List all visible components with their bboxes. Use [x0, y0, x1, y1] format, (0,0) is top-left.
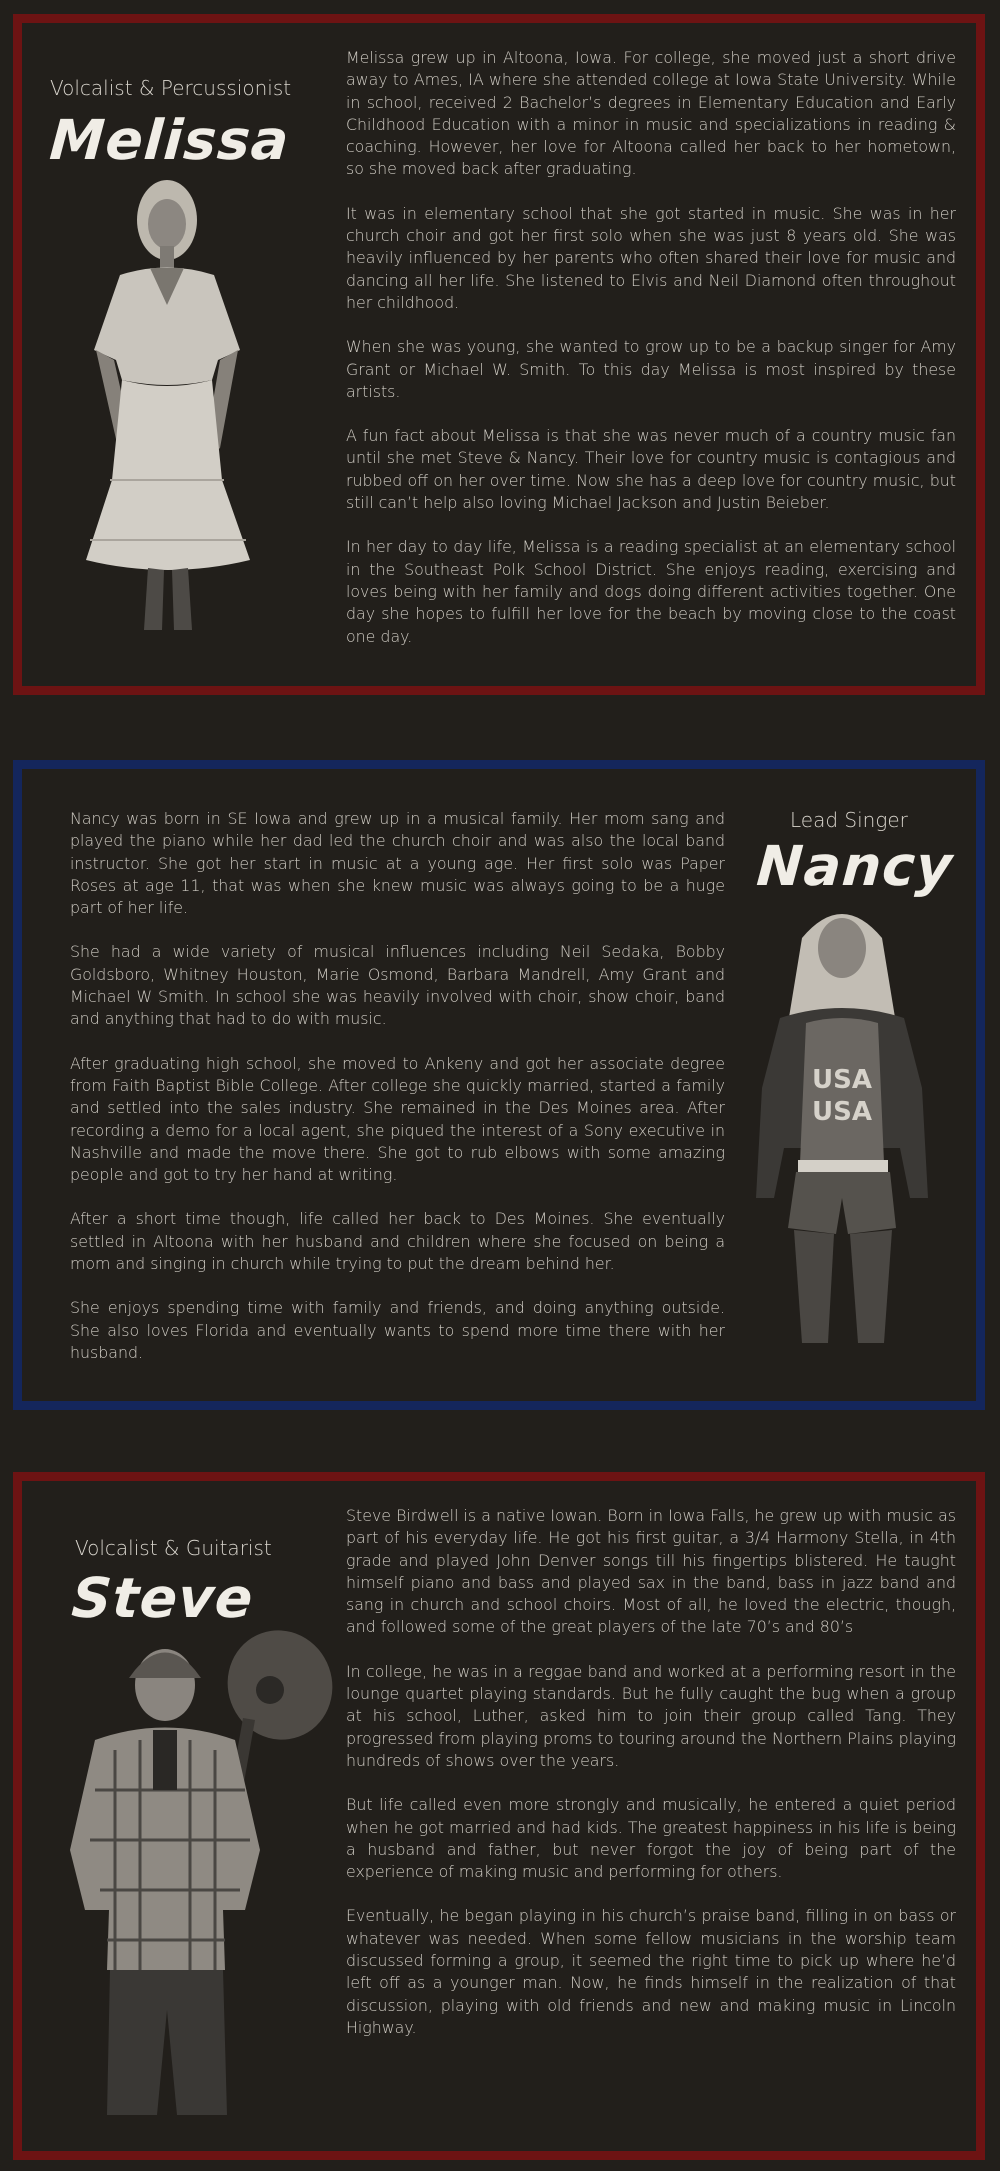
steve-section [0, 1460, 1000, 2171]
melissa-name: Melissa [47, 108, 292, 172]
nancy-bio-paragraph: After graduating high school, she moved to Ankeny and got her associate degree from Faith Baptist Bible College. After college she quickly married, started a family and settled into the sales industry. She remained in the Des Moines area. After recording a demo for a local agent, she piqued the interest of a Sony executive in Nashville and made the move there. She got to rub elbows with some amazing people and got to try her hand at writing. [70, 1053, 725, 1185]
steve-bio-paragraph: Steve Birdwell is a native Iowan. Born in Iowa Falls, he grew up with music as part of his everyday life. He got his first guitar, a 3/4 Harmony Stella, in 4th grade and played John Denver songs till his fingertips blistered. He taught himself piano and bass and played sax in the band, bass in jazz band and sang in church and school choirs. Most of all, he loved the electric, though, and followed some of the great players of the late 70’s and 80’s [346, 1506, 956, 1637]
nancy-bio-paragraph: Nancy was born in SE Iowa and grew up in a musical family. Her mom sang and played the piano while her dad led the church choir and was also the local band instructor. She got her start in music at a young age. Her first solo was Paper Roses at age 11, that was when she knew music was always going to be a huge part of her life. [70, 809, 725, 918]
nancy-name: Nancy [754, 834, 956, 898]
melissa-bio-paragraph: When she was young, she wanted to grow up to be a backup singer for Amy Grant or Michael W. Smith. To this day Melissa is most inspired by these artists. [346, 337, 956, 401]
steve-bio-paragraph: Eventually, he began playing in his church’s praise band, filling in on bass or whatever was needed. When some fellow musicians in the worship team discussed forming a group, it seemed the right time to pick up where he’d left off as a younger man. Now, he finds himself in the realization of that discussion, playing with old friends and new and making music in Lincoln Highway. [346, 1906, 956, 2037]
nancy-section [0, 748, 1000, 1413]
steve-figure-icon [55, 1590, 345, 2120]
steve-role: Volcalist & Guitarist [75, 1536, 272, 1560]
svg-text:USA: USA [812, 1097, 872, 1127]
melissa-section [0, 0, 1000, 710]
nancy-photo [750, 898, 935, 1348]
melissa-bio-paragraph: In her day to day life, Melissa is a reading specialist at an elementary school in the Southeast Polk School District. She enjoys reading, exercising and loves being with her family and dogs doing different activities together. One day she hopes to fulfill her love for the beach by moving close to the coast one day. [346, 537, 956, 646]
steve-bio-paragraph: But life called even more strongly and musically, he entered a quiet period when he got married and had kids. The greatest happiness in his life is being a husband and father, but never forgot the joy of being part of the experience of making music and performing for others. [346, 1795, 956, 1882]
steve-bio-paragraph: In college, he was in a reggae band and worked at a performing resort in the lounge quartet playing standards. But he fully caught the bug when a group at his school, Luther, asked him to join their group called Tang. They progressed from playing proms to touring around the Northern Plains playing hundreds of shows over the years. [346, 1661, 956, 1770]
melissa-figure-icon [80, 180, 255, 632]
melissa-bio [346, 47, 956, 670]
melissa-bio-paragraph: It was in elementary school that she got started in music. She was in her church choir and got her first solo when she was just 8 years old. She was heavily influenced by her parents who often shared their love for music and dancing all her life. She listened to Elvis and Neil Diamond often throughout her childhood. [346, 203, 956, 312]
nancy-role: Lead Singer [790, 808, 908, 832]
steve-name: Steve [69, 1566, 256, 1630]
nancy-bio-paragraph: She enjoys spending time with family and friends, and doing anything outside. She also loves Florida and eventually wants to spend more time there with her husband. [70, 1298, 725, 1362]
melissa-role: Volcalist & Percussionist [50, 76, 292, 100]
melissa-photo [80, 180, 255, 632]
steve-bio [346, 1505, 956, 2061]
nancy-bio-paragraph: She had a wide variety of musical influences including Neil Sedaka, Bobby Goldsboro, Whitney Houston, Marie Osmond, Barbara Mandrell, Amy Grant and Michael W Smith. In school she was heavily involved with choir, show choir, band and anything that had to do with music. [70, 942, 725, 1029]
nancy-bio-paragraph: After a short time though, life called her back to Des Moines. She eventually settled in Altoona with her husband and children where she focused on being a mom and singing in church while trying to put the dream behind her. [70, 1209, 725, 1274]
nancy-figure-icon [750, 898, 935, 1348]
melissa-bio-paragraph: A fun fact about Melissa is that she was never much of a country music fan until she met Steve & Nancy. Their love for country music is contagious and rubbed off on her over time. Now she has a deep love for country music, but still can’t help also loving Michael Jackson and Justin Beieber. [346, 426, 956, 513]
melissa-bio-paragraph: Melissa grew up in Altoona, Iowa. For college, she moved just a short drive away to Ames, IA where she attended college at Iowa State University. While in school, received 2 Bachelor’s degrees in Elementary Education and Early Childhood Education with a minor in music and specializations in reading & coaching. However, her love for Altoona called her back to her hometown, so she moved back after graduating. [346, 48, 956, 179]
svg-text:USA: USA [812, 1065, 872, 1095]
steve-photo [55, 1590, 345, 2120]
nancy-bio [70, 808, 725, 1386]
